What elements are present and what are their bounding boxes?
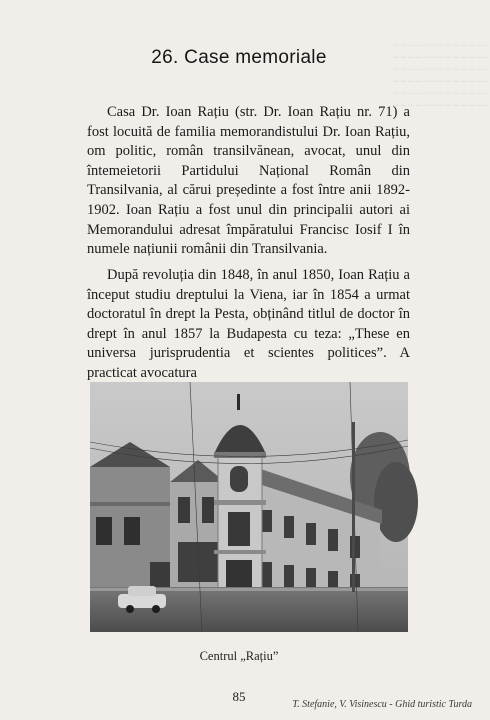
photo-caption: Centrul „Rațiu” xyxy=(199,649,279,663)
ratiu-house-image xyxy=(90,382,408,632)
building-photo xyxy=(90,382,408,632)
paragraph-2-text: După revoluția din 1848, în anul 1850, Ioan Rațiu a început studiu dreptului la Viena, iar în 1854 a urmat doctoratul în drept la Pesta, obținând titlul de doctor în drept în anul 1857 la Budapesta cu teza: „These en universa jurisprudentia et scientes politices”. A practicat avocatura xyxy=(87,267,410,381)
section-title: 26. Case memoriale xyxy=(151,47,327,68)
paragraph-1-text: Casa Dr. Ioan Rațiu (str. Dr. Ioan Rațiu nr. 71) a fost locuită de familia memorandistului Dr. Ioan Rațiu, om politic, român transilvănean, avocat, unul din întemeietorii Partidului Național Român din Transilvania, al cărui președinte a fost între anii 1892-1902. Ioan Rațiu a fost unul din principalii autori ai Memorandului adresat împăratului Francisc Iosif I în numele națiunii românii din Transilvania. xyxy=(87,104,410,258)
running-footer: T. Stefanie, V. Visinescu - Ghid turistic Turda xyxy=(292,699,472,710)
paragraph-2 xyxy=(87,266,410,384)
bleed-through-text: ~~~~~~~~~~~~~ ~~~~~~~~~~~~~ ~~~~~~~~~~~~~ ~~~~~~~~~~~~~ ~~~~~~~~~~~~~ ~~~~~~~~~~~~~ xyxy=(392,41,490,111)
page-number: 85 xyxy=(232,689,246,704)
paragraph-1 xyxy=(87,103,410,260)
